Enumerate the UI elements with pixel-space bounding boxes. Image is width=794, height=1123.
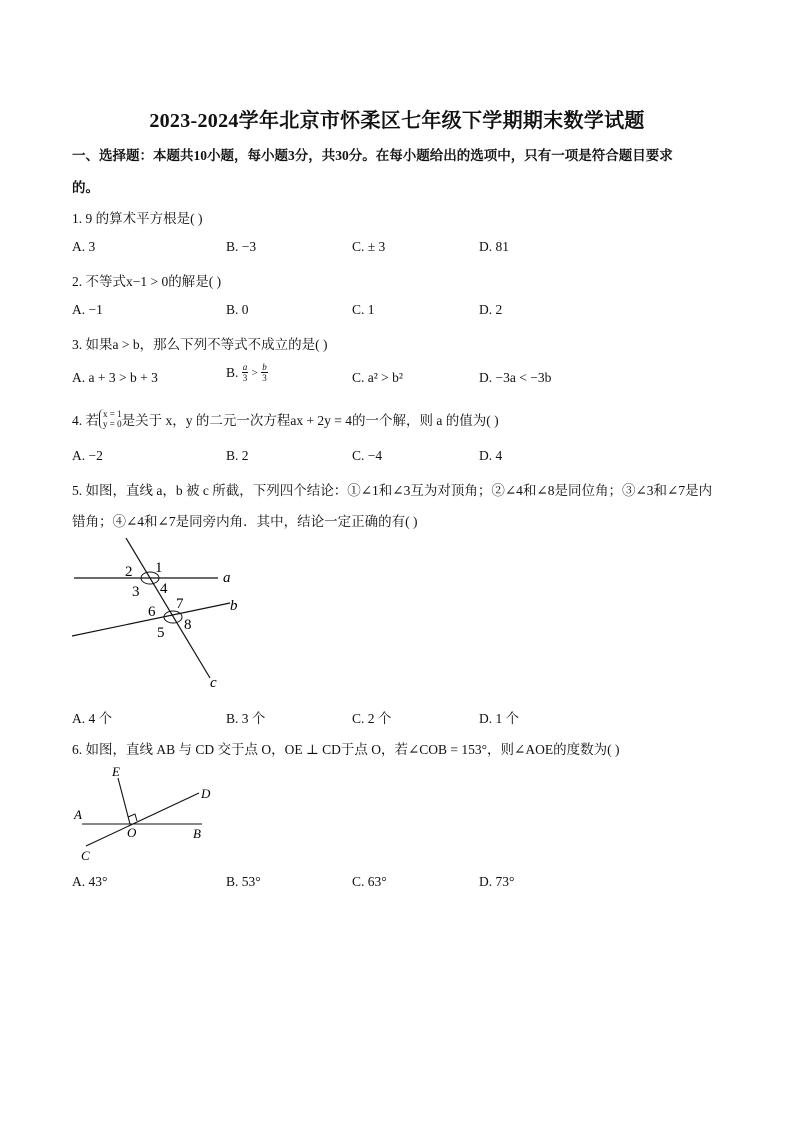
question-5-option-b: B. 3 个 bbox=[226, 711, 266, 726]
question-6-option-d: D. 73° bbox=[479, 874, 515, 889]
label-B: B bbox=[193, 826, 201, 841]
angle-label-4: 4 bbox=[160, 581, 168, 597]
section-header-line2: 的。 bbox=[72, 180, 99, 195]
angle-label-7: 7 bbox=[176, 596, 184, 612]
question-5-stem-line1: 5. 如图，直线 a，b 被 c 所截，下列四个结论：①∠1和∠3互为对顶角；②∠4和∠8是同位角；③∠3和∠7是内 bbox=[72, 483, 713, 498]
label-D: D bbox=[201, 786, 211, 801]
label-C: C bbox=[81, 848, 90, 863]
question-3-option-a: A. a + 3 > b + 3 bbox=[72, 370, 158, 385]
question-4-option-c: C. −4 bbox=[352, 448, 383, 463]
label-O: O bbox=[127, 825, 137, 840]
question-1-stem: 1. 9 的算术平方根是( ) bbox=[72, 211, 203, 226]
page-title: 2023-2024学年北京市怀柔区七年级下学期期末数学试题 bbox=[149, 110, 645, 132]
angle-label-3: 3 bbox=[132, 584, 140, 600]
question-5-figure bbox=[60, 530, 260, 695]
line-cd bbox=[86, 793, 199, 846]
question-4-stem: 4. 若 x = 1 y = 0 是关于 x，y 的二元一次方程ax + 2y = 4的一个解，则 a 的值为( ) bbox=[72, 409, 499, 429]
question-4-option-a: A. −2 bbox=[72, 448, 103, 463]
question-5-option-d: D. 1 个 bbox=[479, 711, 520, 726]
angle-label-6: 6 bbox=[148, 604, 156, 620]
line-c bbox=[126, 538, 210, 678]
fraction-a-over-3: $\frac{a}{3}$ bbox=[242, 362, 248, 383]
question-6-figure bbox=[66, 760, 226, 868]
question-6-option-b: B. 53° bbox=[226, 874, 261, 889]
question-2-option-d: D. 2 bbox=[479, 302, 503, 317]
angle-label-2: 2 bbox=[125, 564, 133, 580]
angle-label-1: 1 bbox=[155, 560, 163, 576]
label-a: a bbox=[223, 570, 231, 586]
question-1-option-d: D. 81 bbox=[479, 239, 509, 254]
question-2-option-c: C. 1 bbox=[352, 302, 375, 317]
label-A: A bbox=[74, 807, 82, 822]
question-4-option-b: B. 2 bbox=[226, 448, 249, 463]
question-6-option-a: A. 43° bbox=[72, 874, 108, 889]
question-3-option-c: C. a² > b² bbox=[352, 370, 403, 385]
question-2-stem: 2. 不等式x−1 > 0的解是( ) bbox=[72, 274, 222, 289]
angle-label-8: 8 bbox=[184, 617, 192, 633]
question-4-option-d: D. 4 bbox=[479, 448, 503, 463]
option-b-letter: B. bbox=[226, 364, 239, 380]
question-6-option-c: C. 63° bbox=[352, 874, 387, 889]
question-6-stem: 6. 如图，直线 AB 与 CD 交于点 O，OE ⊥ CD于点 O，若∠COB = 153°，则∠AOE的度数为( ) bbox=[72, 742, 620, 757]
question-1-option-a: A. 3 bbox=[72, 239, 96, 254]
question-1-option-b: B. −3 bbox=[226, 239, 257, 254]
question-3-stem: 3. 如果a > b，那么下列不等式不成立的是( ) bbox=[72, 337, 328, 352]
question-2-option-a: A. −1 bbox=[72, 302, 103, 317]
question-5-option-a: A. 4 个 bbox=[72, 711, 113, 726]
question-3-option-b bbox=[226, 362, 268, 383]
label-b: b bbox=[230, 598, 238, 614]
fraction-b-over-3: $\frac{b}{3}$ bbox=[262, 362, 267, 383]
label-E: E bbox=[112, 764, 120, 779]
angle-label-5: 5 bbox=[157, 625, 165, 641]
label-c: c bbox=[210, 675, 217, 691]
question-3-option-d: D. −3a < −3b bbox=[479, 370, 552, 385]
question-2-option-b: B. 0 bbox=[226, 302, 249, 317]
question-5-stem-line2: 错角；④∠4和∠7是同旁内角．其中，结论一定正确的有( ) bbox=[72, 514, 418, 529]
section-header-line1: 一、选择题：本题共10小题，每小题3分，共30分。在每小题给出的选项中，只有一项是符合题目要求 bbox=[72, 148, 673, 163]
question-1-option-c: C. ± 3 bbox=[352, 239, 386, 254]
greater-than-sign: > bbox=[251, 366, 258, 379]
equation-system: x = 1 y = 0 bbox=[99, 409, 122, 429]
question-5-option-c: C. 2 个 bbox=[352, 711, 392, 726]
